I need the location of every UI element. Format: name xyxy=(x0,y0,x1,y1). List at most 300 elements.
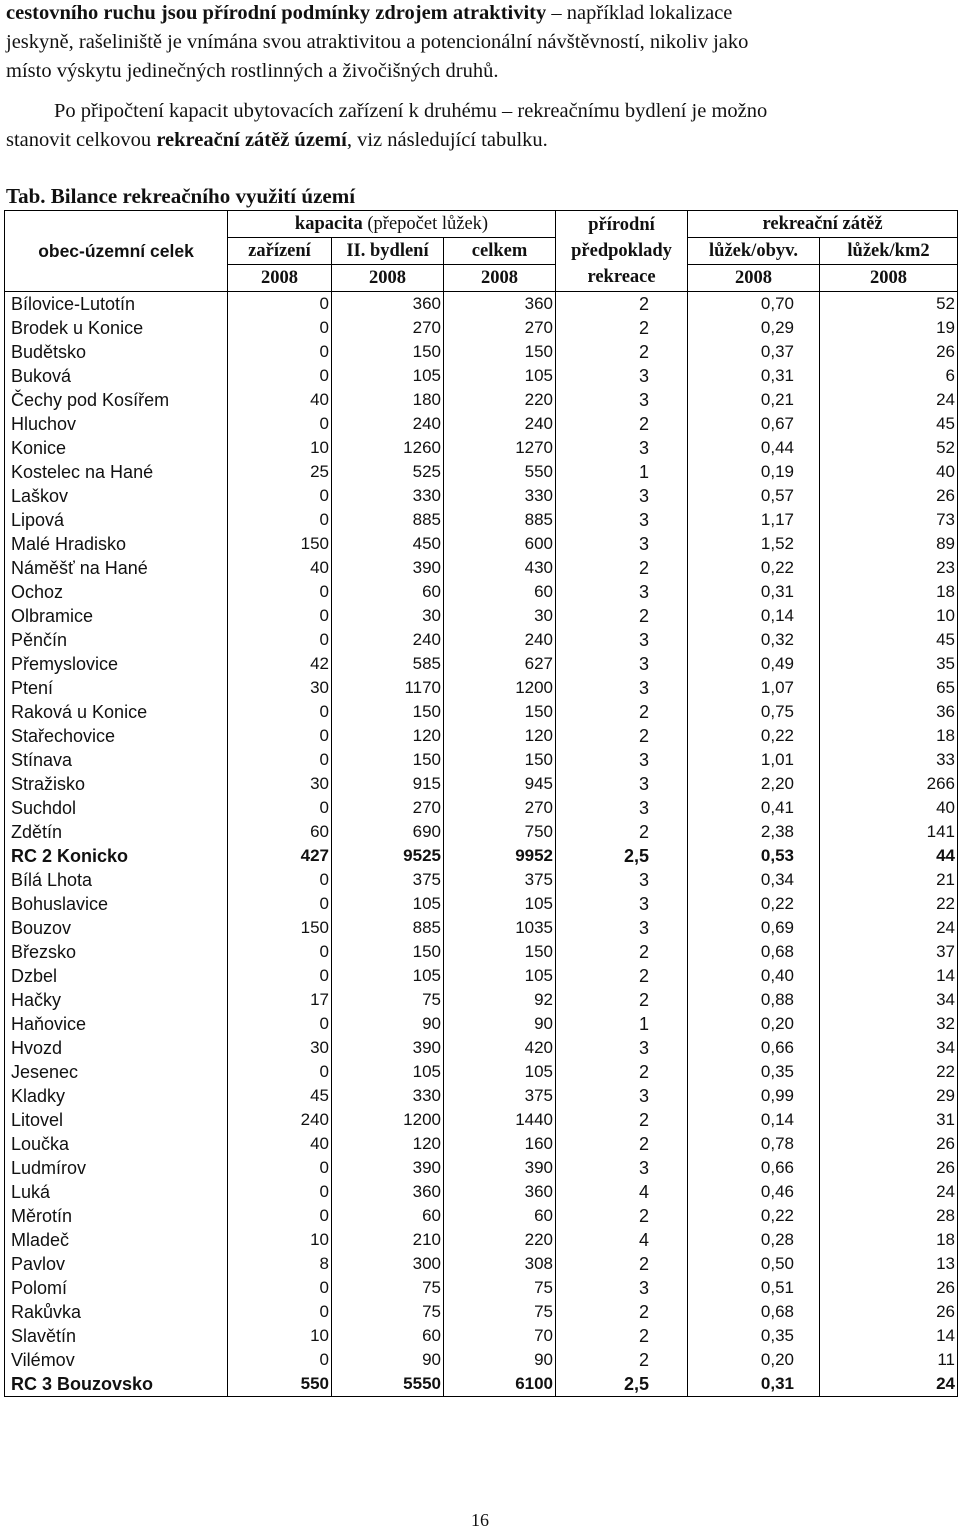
cell-celkem: 30 xyxy=(444,604,556,628)
cell-zarizeni: 0 xyxy=(228,724,332,748)
table-row xyxy=(5,676,958,700)
cell-celkem: 945 xyxy=(444,772,556,796)
cell-name: Suchdol xyxy=(5,796,228,820)
cell-luzek-obyv: 0,34 xyxy=(688,868,820,892)
cell-celkem: 360 xyxy=(444,292,556,317)
cell-luzek-km2: 89 xyxy=(820,532,958,556)
header-prirodni-line1: přírodní xyxy=(588,215,655,235)
cell-prirodni: 3 xyxy=(556,1156,688,1180)
header-bydleni: II. bydlení xyxy=(332,238,444,265)
table-row xyxy=(5,916,958,940)
cell-zarizeni: 0 xyxy=(228,1300,332,1324)
cell-name: Mladeč xyxy=(5,1228,228,1252)
cell-prirodni: 2 xyxy=(556,700,688,724)
cell-prirodni: 2 xyxy=(556,1300,688,1324)
load-line-2-pre: stanovit celkovou xyxy=(6,129,157,151)
cell-luzek-obyv: 2,38 xyxy=(688,820,820,844)
cell-celkem: 430 xyxy=(444,556,556,580)
cell-name: Stínava xyxy=(5,748,228,772)
cell-zarizeni: 60 xyxy=(228,820,332,844)
table-row xyxy=(5,484,958,508)
cell-celkem: 92 xyxy=(444,988,556,1012)
cell-zarizeni: 0 xyxy=(228,340,332,364)
cell-bydleni: 105 xyxy=(332,364,444,388)
cell-luzek-obyv: 0,21 xyxy=(688,388,820,412)
cell-luzek-obyv: 0,31 xyxy=(688,364,820,388)
table-body xyxy=(5,292,958,1397)
cell-luzek-obyv: 0,20 xyxy=(688,1012,820,1036)
table-row xyxy=(5,340,958,364)
table-row xyxy=(5,1276,958,1300)
cell-luzek-km2: 14 xyxy=(820,964,958,988)
cell-bydleni: 360 xyxy=(332,1180,444,1204)
cell-prirodni: 2 xyxy=(556,604,688,628)
header-kapacita xyxy=(228,211,556,238)
cell-bydleni: 120 xyxy=(332,724,444,748)
cell-bydleni: 885 xyxy=(332,508,444,532)
cell-luzek-km2: 18 xyxy=(820,580,958,604)
cell-bydleni: 915 xyxy=(332,772,444,796)
cell-prirodni: 4 xyxy=(556,1180,688,1204)
cell-zarizeni: 10 xyxy=(228,1228,332,1252)
table-row xyxy=(5,1252,958,1276)
cell-celkem: 240 xyxy=(444,628,556,652)
header-year-km2: 2008 xyxy=(820,265,958,292)
cell-prirodni: 3 xyxy=(556,508,688,532)
cell-celkem: 220 xyxy=(444,1228,556,1252)
cell-prirodni: 3 xyxy=(556,916,688,940)
table-row xyxy=(5,724,958,748)
cell-zarizeni: 25 xyxy=(228,460,332,484)
header-celkem: celkem xyxy=(444,238,556,265)
cell-celkem: 105 xyxy=(444,364,556,388)
cell-luzek-km2: 34 xyxy=(820,988,958,1012)
cell-bydleni: 120 xyxy=(332,1132,444,1156)
cell-luzek-obyv: 0,49 xyxy=(688,652,820,676)
cell-zarizeni: 550 xyxy=(228,1372,332,1397)
cell-zarizeni: 42 xyxy=(228,652,332,676)
cell-zarizeni: 0 xyxy=(228,364,332,388)
cell-zarizeni: 0 xyxy=(228,1276,332,1300)
intro-paragraph xyxy=(6,0,954,86)
cell-celkem: 105 xyxy=(444,964,556,988)
cell-luzek-km2: 37 xyxy=(820,940,958,964)
cell-prirodni: 3 xyxy=(556,484,688,508)
load-paragraph xyxy=(6,97,954,155)
cell-luzek-km2: 52 xyxy=(820,292,958,317)
load-line-2 xyxy=(6,126,954,155)
cell-celkem: 600 xyxy=(444,532,556,556)
cell-bydleni: 90 xyxy=(332,1012,444,1036)
cell-luzek-km2: 24 xyxy=(820,916,958,940)
cell-zarizeni: 0 xyxy=(228,628,332,652)
cell-luzek-km2: 13 xyxy=(820,1252,958,1276)
cell-luzek-obyv: 0,67 xyxy=(688,412,820,436)
cell-luzek-obyv: 0,69 xyxy=(688,916,820,940)
cell-prirodni: 2 xyxy=(556,1108,688,1132)
table-row xyxy=(5,772,958,796)
table-row xyxy=(5,388,958,412)
cell-prirodni: 3 xyxy=(556,1036,688,1060)
header-luzek-obyv: lůžek/obyv. xyxy=(688,238,820,265)
cell-celkem: 90 xyxy=(444,1012,556,1036)
cell-luzek-obyv: 0,46 xyxy=(688,1180,820,1204)
cell-luzek-obyv: 0,14 xyxy=(688,1108,820,1132)
table-row xyxy=(5,1300,958,1324)
cell-prirodni: 2 xyxy=(556,316,688,340)
cell-bydleni: 210 xyxy=(332,1228,444,1252)
cell-name: Bílá Lhota xyxy=(5,868,228,892)
table-row xyxy=(5,436,958,460)
cell-name: Zdětín xyxy=(5,820,228,844)
cell-prirodni: 2 xyxy=(556,1204,688,1228)
cell-luzek-obyv: 0,40 xyxy=(688,964,820,988)
cell-name: Loučka xyxy=(5,1132,228,1156)
cell-name: RC 3 Bouzovsko xyxy=(5,1372,228,1397)
cell-name: Bohuslavice xyxy=(5,892,228,916)
cell-luzek-obyv: 0,41 xyxy=(688,796,820,820)
cell-name: Kostelec na Hané xyxy=(5,460,228,484)
table-row xyxy=(5,1156,958,1180)
cell-luzek-km2: 45 xyxy=(820,412,958,436)
header-year-zarizeni: 2008 xyxy=(228,265,332,292)
cell-bydleni: 375 xyxy=(332,868,444,892)
cell-luzek-km2: 40 xyxy=(820,796,958,820)
cell-luzek-km2: 35 xyxy=(820,652,958,676)
cell-celkem: 627 xyxy=(444,652,556,676)
header-year-bydleni: 2008 xyxy=(332,265,444,292)
cell-name: Hačky xyxy=(5,988,228,1012)
cell-luzek-km2: 31 xyxy=(820,1108,958,1132)
cell-bydleni: 75 xyxy=(332,988,444,1012)
cell-prirodni: 3 xyxy=(556,580,688,604)
cell-celkem: 420 xyxy=(444,1036,556,1060)
cell-luzek-km2: 45 xyxy=(820,628,958,652)
cell-prirodni: 3 xyxy=(556,364,688,388)
cell-bydleni: 360 xyxy=(332,292,444,317)
table-row xyxy=(5,532,958,556)
table-row xyxy=(5,796,958,820)
cell-luzek-obyv: 1,07 xyxy=(688,676,820,700)
cell-luzek-obyv: 0,75 xyxy=(688,700,820,724)
table-row xyxy=(5,988,958,1012)
cell-name: Lipová xyxy=(5,508,228,532)
cell-luzek-km2: 24 xyxy=(820,388,958,412)
cell-prirodni: 2 xyxy=(556,340,688,364)
header-zatez: rekreační zátěž xyxy=(688,211,958,238)
cell-celkem: 6100 xyxy=(444,1372,556,1397)
cell-name: Rakůvka xyxy=(5,1300,228,1324)
cell-luzek-km2: 11 xyxy=(820,1348,958,1372)
cell-luzek-km2: 44 xyxy=(820,844,958,868)
cell-prirodni: 4 xyxy=(556,1228,688,1252)
cell-luzek-km2: 18 xyxy=(820,1228,958,1252)
table-header xyxy=(5,211,958,292)
table-row xyxy=(5,292,958,317)
cell-luzek-obyv: 0,22 xyxy=(688,1204,820,1228)
cell-name: Olbramice xyxy=(5,604,228,628)
cell-zarizeni: 30 xyxy=(228,1036,332,1060)
cell-celkem: 60 xyxy=(444,580,556,604)
cell-prirodni: 3 xyxy=(556,892,688,916)
cell-prirodni: 1 xyxy=(556,1012,688,1036)
cell-bydleni: 450 xyxy=(332,532,444,556)
cell-luzek-km2: 14 xyxy=(820,1324,958,1348)
cell-prirodni: 3 xyxy=(556,436,688,460)
cell-luzek-km2: 10 xyxy=(820,604,958,628)
cell-luzek-km2: 26 xyxy=(820,1300,958,1324)
table-row xyxy=(5,1180,958,1204)
intro-line-1-rest: – například lokalizace xyxy=(546,2,733,24)
cell-luzek-km2: 28 xyxy=(820,1204,958,1228)
cell-zarizeni: 0 xyxy=(228,292,332,317)
table-caption: Tab. Bilance rekreačního využití území xyxy=(6,184,356,208)
cell-name: Konice xyxy=(5,436,228,460)
cell-name: Ochoz xyxy=(5,580,228,604)
cell-bydleni: 75 xyxy=(332,1276,444,1300)
cell-luzek-km2: 23 xyxy=(820,556,958,580)
cell-zarizeni: 0 xyxy=(228,964,332,988)
cell-zarizeni: 17 xyxy=(228,988,332,1012)
cell-luzek-km2: 26 xyxy=(820,340,958,364)
cell-name: Ptení xyxy=(5,676,228,700)
cell-celkem: 150 xyxy=(444,340,556,364)
cell-zarizeni: 0 xyxy=(228,748,332,772)
header-kapacita-rest: (přepočet lůžek) xyxy=(362,214,489,234)
cell-luzek-obyv: 0,22 xyxy=(688,724,820,748)
cell-luzek-obyv: 0,66 xyxy=(688,1156,820,1180)
cell-zarizeni: 0 xyxy=(228,1348,332,1372)
cell-prirodni: 3 xyxy=(556,772,688,796)
cell-zarizeni: 40 xyxy=(228,388,332,412)
load-line-2-post: , viz následující tabulku. xyxy=(346,129,548,151)
cell-bydleni: 105 xyxy=(332,892,444,916)
cell-bydleni: 105 xyxy=(332,1060,444,1084)
cell-luzek-obyv: 0,70 xyxy=(688,292,820,317)
cell-prirodni: 2 xyxy=(556,1060,688,1084)
table-row xyxy=(5,1060,958,1084)
cell-bydleni: 330 xyxy=(332,1084,444,1108)
cell-luzek-km2: 22 xyxy=(820,892,958,916)
cell-prirodni: 2 xyxy=(556,724,688,748)
cell-celkem: 1440 xyxy=(444,1108,556,1132)
cell-name: Pavlov xyxy=(5,1252,228,1276)
cell-luzek-km2: 34 xyxy=(820,1036,958,1060)
cell-prirodni: 2,5 xyxy=(556,844,688,868)
cell-luzek-km2: 141 xyxy=(820,820,958,844)
cell-bydleni: 240 xyxy=(332,628,444,652)
cell-zarizeni: 0 xyxy=(228,508,332,532)
cell-luzek-obyv: 0,78 xyxy=(688,1132,820,1156)
header-prirodni xyxy=(556,211,688,292)
table-row xyxy=(5,1348,958,1372)
cell-celkem: 240 xyxy=(444,412,556,436)
recreation-table xyxy=(4,210,958,1397)
cell-prirodni: 2 xyxy=(556,1348,688,1372)
cell-bydleni: 105 xyxy=(332,964,444,988)
table-row xyxy=(5,820,958,844)
cell-zarizeni: 0 xyxy=(228,1180,332,1204)
cell-name: RC 2 Konicko xyxy=(5,844,228,868)
table-row xyxy=(5,1228,958,1252)
cell-luzek-obyv: 0,53 xyxy=(688,844,820,868)
cell-bydleni: 390 xyxy=(332,1156,444,1180)
table-row xyxy=(5,748,958,772)
table-row xyxy=(5,1084,958,1108)
cell-celkem: 9952 xyxy=(444,844,556,868)
cell-name: Náměšť na Hané xyxy=(5,556,228,580)
cell-name: Kladky xyxy=(5,1084,228,1108)
table-row xyxy=(5,940,958,964)
intro-line-1 xyxy=(6,0,954,28)
table-row xyxy=(5,364,958,388)
table-total-row xyxy=(5,1372,958,1397)
cell-prirodni: 3 xyxy=(556,532,688,556)
table-row xyxy=(5,1012,958,1036)
header-kapacita-bold: kapacita xyxy=(294,214,363,234)
cell-prirodni: 3 xyxy=(556,1084,688,1108)
cell-prirodni: 3 xyxy=(556,652,688,676)
cell-zarizeni: 40 xyxy=(228,556,332,580)
cell-name: Stražisko xyxy=(5,772,228,796)
cell-celkem: 105 xyxy=(444,1060,556,1084)
cell-bydleni: 270 xyxy=(332,796,444,820)
cell-bydleni: 150 xyxy=(332,700,444,724)
cell-celkem: 150 xyxy=(444,700,556,724)
cell-luzek-obyv: 0,29 xyxy=(688,316,820,340)
cell-luzek-obyv: 0,31 xyxy=(688,1372,820,1397)
cell-luzek-km2: 24 xyxy=(820,1372,958,1397)
cell-celkem: 885 xyxy=(444,508,556,532)
cell-name: Buková xyxy=(5,364,228,388)
cell-name: Pěnčín xyxy=(5,628,228,652)
cell-bydleni: 150 xyxy=(332,940,444,964)
header-luzek-km2: lůžek/km2 xyxy=(820,238,958,265)
cell-luzek-obyv: 1,52 xyxy=(688,532,820,556)
cell-luzek-km2: 32 xyxy=(820,1012,958,1036)
cell-zarizeni: 0 xyxy=(228,892,332,916)
cell-luzek-km2: 21 xyxy=(820,868,958,892)
cell-name: Malé Hradisko xyxy=(5,532,228,556)
table-row xyxy=(5,1108,958,1132)
cell-celkem: 750 xyxy=(444,820,556,844)
table-row xyxy=(5,964,958,988)
cell-zarizeni: 427 xyxy=(228,844,332,868)
cell-bydleni: 270 xyxy=(332,316,444,340)
cell-zarizeni: 240 xyxy=(228,1108,332,1132)
cell-prirodni: 3 xyxy=(556,796,688,820)
cell-celkem: 308 xyxy=(444,1252,556,1276)
cell-luzek-obyv: 0,57 xyxy=(688,484,820,508)
header-prirodni-line3: rekreace xyxy=(587,267,656,287)
cell-prirodni: 2 xyxy=(556,1252,688,1276)
cell-celkem: 550 xyxy=(444,460,556,484)
cell-luzek-obyv: 0,88 xyxy=(688,988,820,1012)
cell-bydleni: 300 xyxy=(332,1252,444,1276)
cell-prirodni: 2 xyxy=(556,988,688,1012)
cell-luzek-obyv: 0,37 xyxy=(688,340,820,364)
cell-celkem: 220 xyxy=(444,388,556,412)
cell-luzek-km2: 6 xyxy=(820,364,958,388)
table-row xyxy=(5,316,958,340)
cell-luzek-obyv: 1,17 xyxy=(688,508,820,532)
cell-celkem: 360 xyxy=(444,1180,556,1204)
cell-prirodni: 3 xyxy=(556,748,688,772)
cell-celkem: 90 xyxy=(444,1348,556,1372)
cell-name: Slavětín xyxy=(5,1324,228,1348)
cell-prirodni: 2 xyxy=(556,556,688,580)
cell-zarizeni: 0 xyxy=(228,580,332,604)
cell-luzek-obyv: 0,20 xyxy=(688,1348,820,1372)
cell-name: Bouzov xyxy=(5,916,228,940)
cell-luzek-km2: 26 xyxy=(820,484,958,508)
cell-bydleni: 330 xyxy=(332,484,444,508)
cell-bydleni: 60 xyxy=(332,1204,444,1228)
cell-name: Budětsko xyxy=(5,340,228,364)
cell-luzek-km2: 73 xyxy=(820,508,958,532)
cell-luzek-obyv: 0,68 xyxy=(688,940,820,964)
cell-name: Luká xyxy=(5,1180,228,1204)
cell-zarizeni: 0 xyxy=(228,940,332,964)
cell-zarizeni: 0 xyxy=(228,604,332,628)
cell-celkem: 150 xyxy=(444,940,556,964)
cell-luzek-km2: 36 xyxy=(820,700,958,724)
cell-luzek-obyv: 0,50 xyxy=(688,1252,820,1276)
cell-zarizeni: 0 xyxy=(228,316,332,340)
cell-zarizeni: 0 xyxy=(228,1204,332,1228)
cell-zarizeni: 30 xyxy=(228,772,332,796)
cell-luzek-obyv: 0,66 xyxy=(688,1036,820,1060)
cell-luzek-km2: 40 xyxy=(820,460,958,484)
cell-bydleni: 1200 xyxy=(332,1108,444,1132)
cell-luzek-km2: 26 xyxy=(820,1132,958,1156)
cell-celkem: 105 xyxy=(444,892,556,916)
cell-bydleni: 885 xyxy=(332,916,444,940)
load-line-2-bold: rekreační zátěž území xyxy=(156,129,347,151)
intro-line-2: jeskyně, rašeliniště je vnímána svou atraktivitou a potencionální návštěvností, nikoliv jako xyxy=(6,31,749,53)
cell-bydleni: 5550 xyxy=(332,1372,444,1397)
cell-name: Hluchov xyxy=(5,412,228,436)
cell-celkem: 60 xyxy=(444,1204,556,1228)
cell-zarizeni: 0 xyxy=(228,868,332,892)
intro-line-1-bold: cestovního ruchu jsou přírodní podmínky zdrojem atraktivity xyxy=(6,2,547,24)
cell-bydleni: 90 xyxy=(332,1348,444,1372)
table-row xyxy=(5,1324,958,1348)
cell-name: Jesenec xyxy=(5,1060,228,1084)
cell-celkem: 270 xyxy=(444,796,556,820)
page-number: 16 xyxy=(471,1510,489,1530)
cell-bydleni: 390 xyxy=(332,556,444,580)
cell-zarizeni: 30 xyxy=(228,676,332,700)
cell-celkem: 390 xyxy=(444,1156,556,1180)
cell-bydleni: 1260 xyxy=(332,436,444,460)
cell-luzek-obyv: 0,14 xyxy=(688,604,820,628)
cell-name: Dzbel xyxy=(5,964,228,988)
cell-name: Březsko xyxy=(5,940,228,964)
cell-prirodni: 2,5 xyxy=(556,1372,688,1397)
load-line-1: Po připočtení kapacit ubytovacích zařízení k druhému – rekreačnímu bydlení je možno xyxy=(54,100,768,122)
table-row xyxy=(5,652,958,676)
cell-prirodni: 2 xyxy=(556,940,688,964)
cell-prirodni: 2 xyxy=(556,1132,688,1156)
cell-name: Laškov xyxy=(5,484,228,508)
cell-bydleni: 390 xyxy=(332,1036,444,1060)
cell-celkem: 1200 xyxy=(444,676,556,700)
cell-luzek-obyv: 2,20 xyxy=(688,772,820,796)
table-row xyxy=(5,412,958,436)
cell-prirodni: 1 xyxy=(556,460,688,484)
cell-luzek-obyv: 1,01 xyxy=(688,748,820,772)
